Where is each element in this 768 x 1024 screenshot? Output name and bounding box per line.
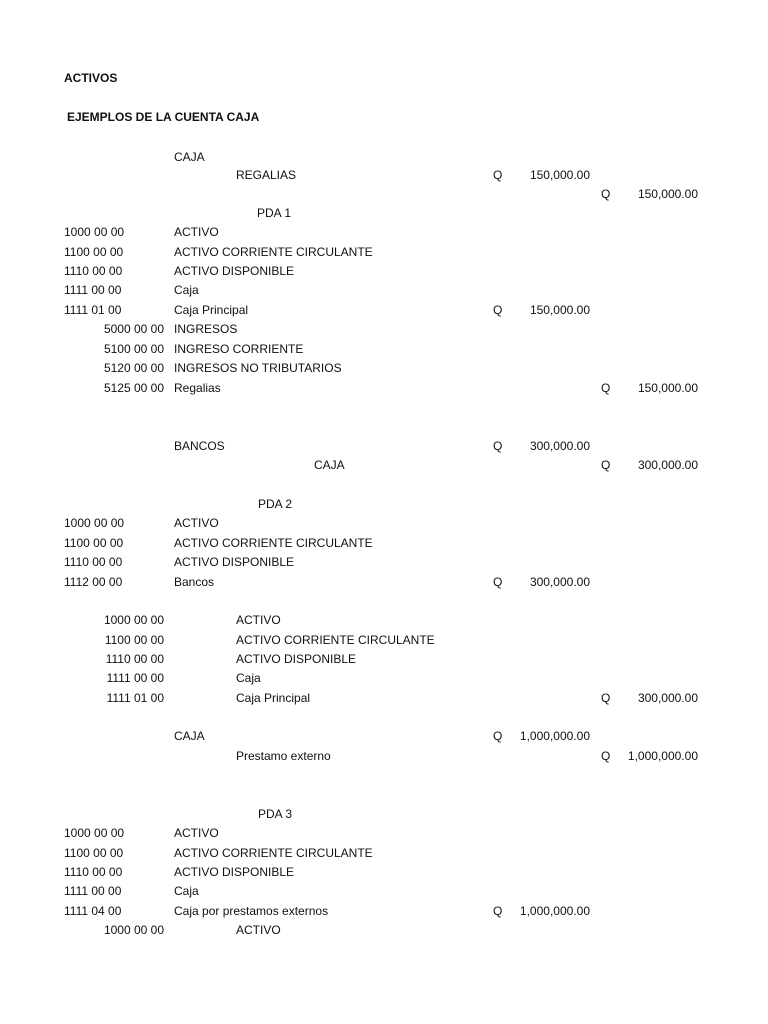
entry3-debit-currency: Q (493, 729, 503, 743)
entry1-line-code: 1110 00 00 (64, 264, 123, 278)
entry3-line-code: 1111 00 00 (64, 884, 122, 898)
entry2-debit-currency: Q (493, 439, 503, 453)
entry2-line-name: ACTIVO (174, 516, 219, 530)
entry1-debit-account: CAJA (174, 150, 205, 164)
entry2-line-code: 1111 01 00 (106, 691, 164, 705)
entry1-line-debit: 150,000.00 (529, 303, 590, 317)
entry3-line-debit-currency: Q (493, 904, 503, 918)
entry1-line-code: 5000 00 00 (103, 322, 164, 336)
entry1-line-code: 1100 00 00 (64, 245, 124, 259)
entry1-debit-currency: Q (493, 168, 503, 182)
entry2-line-name: Caja Principal (236, 691, 311, 705)
entry2-line-name: ACTIVO DISPONIBLE (236, 652, 357, 666)
entry1-line-name: Caja Principal (174, 303, 249, 317)
entry2-debit-account: BANCOS (174, 439, 225, 453)
entry1-line-debit-currency: Q (493, 303, 503, 317)
entry1-line-code: 5120 00 00 (103, 361, 164, 375)
entry3-line-name: ACTIVO (236, 923, 281, 937)
entry2-line-credit: 300,000.00 (637, 691, 698, 705)
entry3-credit-currency: Q (601, 749, 611, 763)
entry3-line-name: ACTIVO DISPONIBLE (174, 865, 295, 879)
entry2-line-code: 1100 00 00 (104, 633, 164, 647)
entry3-debit-account: CAJA (174, 729, 205, 743)
entry2-credit-amount: 300,000.00 (637, 458, 698, 472)
entry3-line-debit: 1,000,000.00 (519, 904, 590, 918)
entry1-line-name: INGRESOS NO TRIBUTARIOS (174, 361, 342, 375)
entry3-pda-label: PDA 3 (258, 807, 293, 821)
entry1-credit-account: REGALIAS (236, 168, 297, 182)
entry3-credit-account: Prestamo externo (236, 749, 331, 763)
entry3-debit-amount: 1,000,000.00 (519, 729, 590, 743)
entry2-line-code: 1110 00 00 (64, 555, 123, 569)
entry1-line-credit: 150,000.00 (637, 381, 698, 395)
entry1-line-credit-currency: Q (601, 381, 611, 395)
entry2-line-name: ACTIVO DISPONIBLE (174, 555, 295, 569)
entry2-line-name: Caja (236, 671, 261, 685)
entry3-line-code: 1110 00 00 (64, 865, 123, 879)
entry1-line-code: 1000 00 00 (64, 225, 125, 239)
entry1-credit-currency: Q (601, 187, 611, 201)
entry3-line-name: Caja (174, 884, 199, 898)
entry2-line-name: ACTIVO (236, 613, 281, 627)
entry1-line-name: INGRESOS (174, 322, 238, 336)
entry2-line-code: 1000 00 00 (64, 516, 125, 530)
entry3-line-code: 1000 00 00 (64, 826, 125, 840)
page-title: ACTIVOS (64, 71, 118, 85)
entry3-line-code: 1000 00 00 (103, 923, 164, 937)
entry2-line-code: 1110 00 00 (105, 652, 164, 666)
entry1-pda-label: PDA 1 (257, 206, 292, 220)
entry2-credit-account: CAJA (314, 458, 345, 472)
entry3-line-name: ACTIVO CORRIENTE CIRCULANTE (174, 846, 373, 860)
entry1-line-name: Regalias (174, 381, 221, 395)
entry1-line-code: 5100 00 00 (103, 342, 164, 356)
entry2-line-debit: 300,000.00 (529, 575, 590, 589)
entry3-line-code: 1111 04 00 (64, 904, 122, 918)
entry1-line-name: ACTIVO CORRIENTE CIRCULANTE (174, 245, 373, 259)
entry2-line-code: 1100 00 00 (64, 536, 124, 550)
entry3-line-code: 1100 00 00 (64, 846, 124, 860)
entry3-line-name: Caja por prestamos externos (174, 904, 329, 918)
entry2-credit-currency: Q (601, 458, 611, 472)
entry2-line-credit-currency: Q (601, 691, 611, 705)
entry1-line-name: ACTIVO (174, 225, 219, 239)
entry1-line-name: ACTIVO DISPONIBLE (174, 264, 295, 278)
entry2-line-code: 1000 00 00 (103, 613, 164, 627)
entry3-line-name: ACTIVO (174, 826, 219, 840)
entry2-line-code: 1112 00 00 (64, 575, 123, 589)
entry1-line-code: 5125 00 00 (103, 381, 164, 395)
entry1-credit-amount: 150,000.00 (637, 187, 698, 201)
page-subtitle: EJEMPLOS DE LA CUENTA CAJA (67, 110, 260, 124)
entry2-pda-label: PDA 2 (258, 497, 293, 511)
entry2-line-name: Bancos (174, 575, 215, 589)
entry2-debit-amount: 300,000.00 (529, 439, 590, 453)
entry1-line-code: 1111 00 00 (64, 283, 122, 297)
entry1-debit-amount: 150,000.00 (529, 168, 590, 182)
entry2-line-debit-currency: Q (493, 575, 503, 589)
entry1-line-name: Caja (174, 283, 199, 297)
entry3-credit-amount: 1,000,000.00 (627, 749, 698, 763)
entry2-line-code: 1111 00 00 (106, 671, 164, 685)
entry2-line-name: ACTIVO CORRIENTE CIRCULANTE (174, 536, 373, 550)
entry1-line-name: INGRESO CORRIENTE (174, 342, 304, 356)
entry2-line-name: ACTIVO CORRIENTE CIRCULANTE (236, 633, 435, 647)
entry1-line-code: 1111 01 00 (64, 303, 122, 317)
